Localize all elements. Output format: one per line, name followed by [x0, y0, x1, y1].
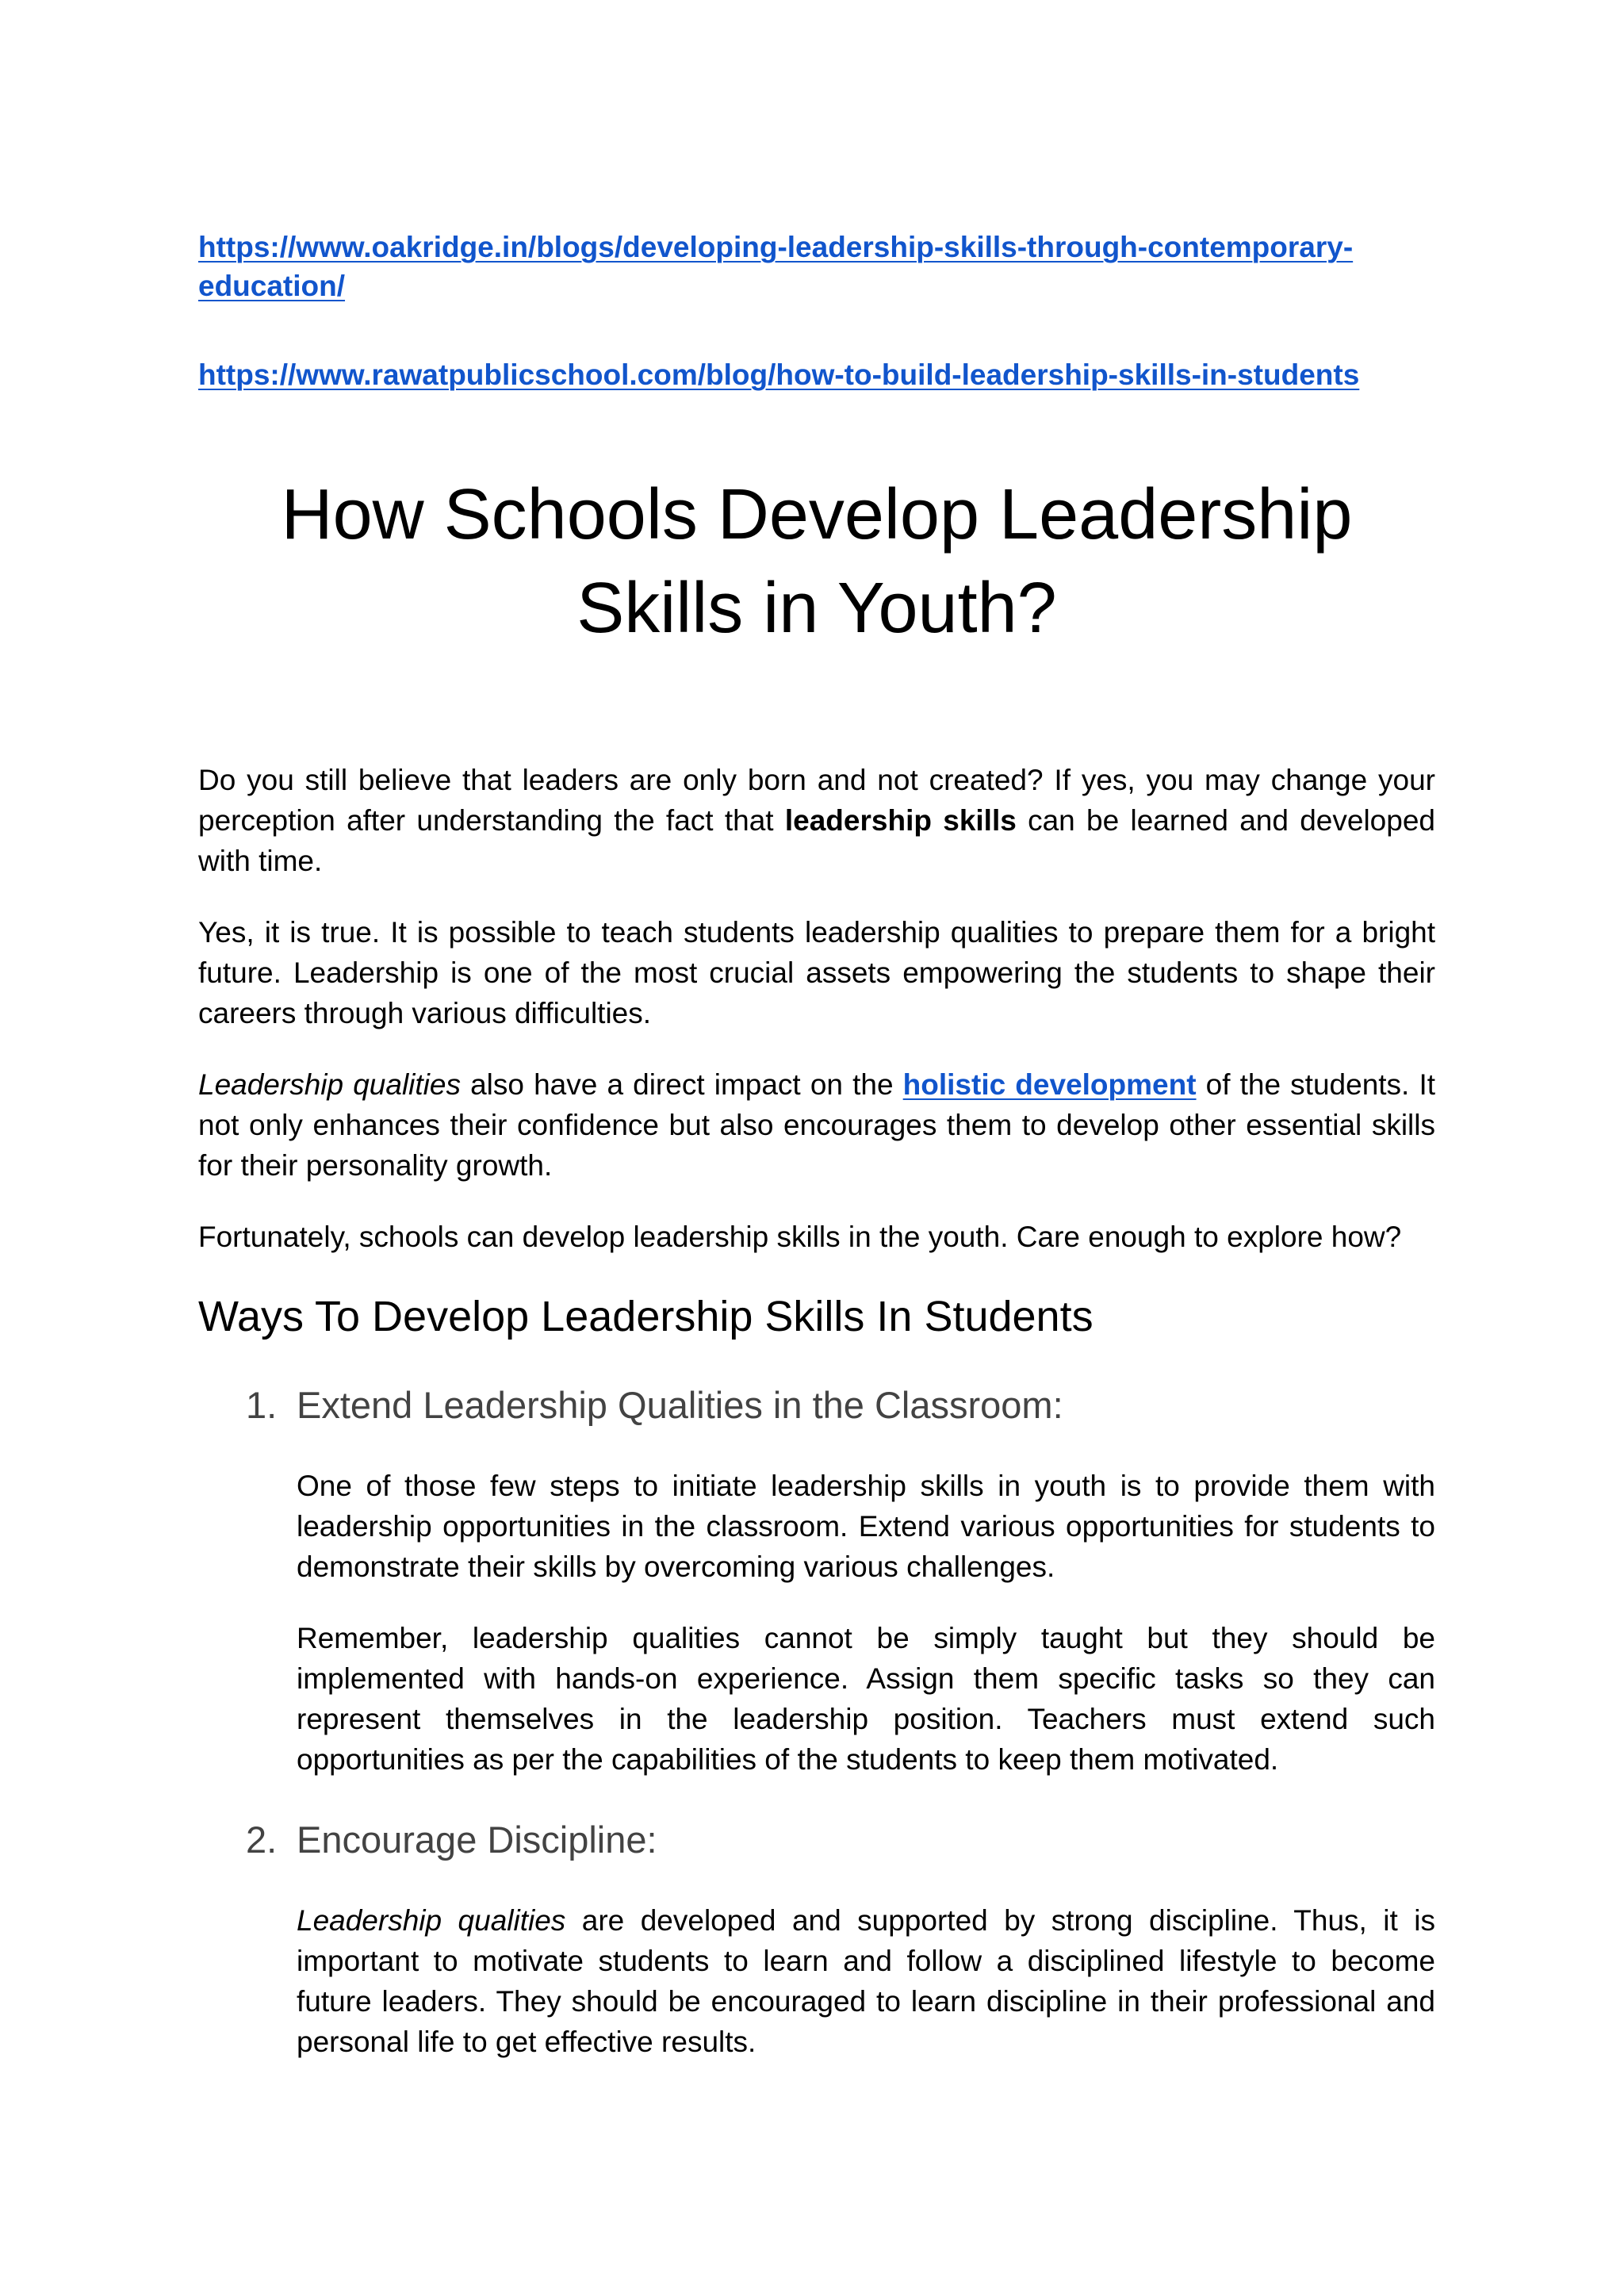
page-title: How Schools Develop Leadership Skills in Youth?	[281, 475, 1353, 648]
intro-paragraph-4: Fortunately, schools can develop leadership skills in the youth. Care enough to explore how?	[198, 1221, 1402, 1253]
intro-p1-bold: leadership skills	[784, 804, 1017, 837]
list-item-2-italic: Leadership qualities	[297, 1904, 566, 1937]
intro-p3-text-a: also have a direct impact on the	[460, 1068, 903, 1101]
intro-paragraph-1	[198, 760, 1435, 881]
list-item-1-paragraph-2: Remember, leadership qualities cannot be simply taught but they should be implemented with hands-on experience. Assign them specific tasks so they can represent themselves in the leadership position. Teachers must extend such opportunities as per the capabilities of the students to keep them motivated.	[297, 1622, 1435, 1776]
list-item-2-number: 2.	[246, 1819, 278, 1861]
intro-p3-italic: Leadership qualities	[198, 1068, 461, 1101]
section-heading: Ways To Develop Leadership Skills In Students	[198, 1293, 1094, 1340]
holistic-development-link[interactable]: holistic development	[902, 1068, 1197, 1101]
list-item-1-heading	[246, 1382, 1435, 1429]
list-item-1-paragraph-1: One of those few steps to initiate leadership skills in youth is to provide them with leadership opportunities in the classroom. Extend various opportunities for students to demonstrate their skills by overcoming various challenges.	[297, 1470, 1435, 1583]
intro-p3-text-b: of the students. It not only enhances their confidence but also encourages them to develop other essential skills for their personality growth.	[198, 1068, 1436, 1182]
list-item-1-number: 1.	[246, 1384, 278, 1426]
list-item-2-paragraph-1	[297, 1900, 1435, 2062]
intro-p1-text-a: Do you still believe that leaders are only born and not created? If yes, you may change your perception after understanding the fact that	[198, 764, 1435, 837]
reference-link-rawat[interactable]: https://www.rawatpublicschool.com/blog/how-to-build-leadership-skills-in-students	[198, 358, 1360, 391]
list-item-2-text: are developed and supported by strong discipline. Thus, it is important to motivate students to learn and follow a disciplined lifestyle to become future leaders. They should be encouraged to learn discipline in their professional and personal life to get effective results.	[297, 1904, 1435, 2058]
list-item-2-heading	[246, 1816, 1435, 1864]
reference-link-oakridge[interactable]: https://www.oakridge.in/blogs/developing-leadership-skills-through-contemporary-education/	[198, 231, 1354, 302]
intro-p1-text-b: can be learned and developed with time.	[198, 804, 1435, 877]
intro-paragraph-3	[198, 1064, 1435, 1186]
list-item-2-title: Encourage Discipline:	[297, 1819, 657, 1861]
intro-paragraph-2: Yes, it is true. It is possible to teach students leadership qualities to prepare them for a bright future. Leadership is one of the most crucial assets empowering the students to shape their careers through various difficulties.	[198, 916, 1435, 1029]
list-item-1-title: Extend Leadership Qualities in the Classroom:	[297, 1384, 1063, 1426]
